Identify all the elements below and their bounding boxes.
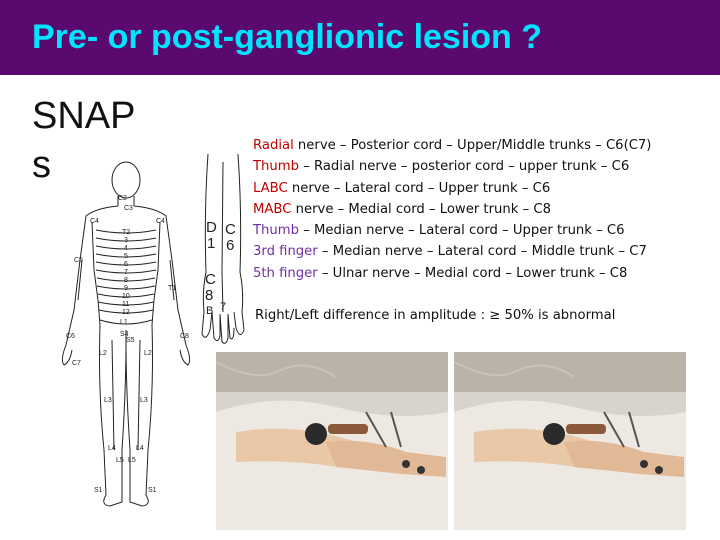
label-c2: C2 <box>118 195 127 202</box>
subtitle-snaps: SNAPs <box>32 95 136 187</box>
label-l5-right: L5 <box>128 457 136 464</box>
pathway-line <box>253 220 713 241</box>
arm-label-b: B <box>206 305 214 317</box>
pathway-text: – Ulnar nerve – Medial cord – Lower trunk – C8 <box>317 265 628 281</box>
pathway-line <box>253 135 713 156</box>
arm-label-8: 8 <box>205 287 214 304</box>
label-c4-right: C4 <box>156 218 165 225</box>
label-l2-left: L2 <box>99 350 107 357</box>
arm-label-c: C <box>225 221 236 238</box>
label-t3: 3 <box>124 237 128 244</box>
pathway-line <box>253 156 713 177</box>
label-l1: L1 <box>120 319 128 326</box>
label-l2-right: L2 <box>144 350 152 357</box>
label-c7: C7 <box>72 360 81 367</box>
label-t12: 12 <box>122 309 130 316</box>
label-s1-left: S1 <box>94 487 103 494</box>
label-t6: 6 <box>124 261 128 268</box>
label-c6: C6 <box>66 333 75 340</box>
pathway-term: Thumb <box>253 159 299 175</box>
label-l5-left: L5 <box>116 457 124 464</box>
label-t7: 7 <box>124 269 128 276</box>
label-t8: 8 <box>124 277 128 284</box>
title-bar <box>0 0 720 75</box>
label-t5: 5 <box>124 253 128 260</box>
pathway-term: LABC <box>253 180 288 196</box>
snap-recording-photo-right <box>454 352 686 530</box>
label-c3: C3 <box>124 205 133 212</box>
pathway-line <box>253 263 713 284</box>
slide-title: Pre- or post-ganglionic lesion ? <box>32 18 543 56</box>
arm-label-1: 1 <box>207 235 216 252</box>
pathway-line <box>253 241 713 262</box>
pathway-text: – Median nerve – Lateral cord – Middle trunk – C7 <box>317 244 647 260</box>
label-c4-left: C4 <box>90 218 99 225</box>
label-l3-left: L3 <box>104 397 112 404</box>
label-t9: 9 <box>124 285 128 292</box>
nerve-pathway-list <box>253 135 713 284</box>
label-s5: S5 <box>126 337 135 344</box>
label-s1-right: S1 <box>148 487 157 494</box>
pathway-text: – Radial nerve – posterior cord – upper trunk – C6 <box>299 159 630 175</box>
pathway-text: nerve – Medial cord – Lower trunk – C8 <box>291 201 551 217</box>
label-s4: S4 <box>120 331 129 338</box>
label-l4-right: L4 <box>136 445 144 452</box>
amplitude-difference-note: Right/Left difference in amplitude : ≥ 50% is abnormal <box>255 308 616 323</box>
pathway-term: MABC <box>253 201 292 217</box>
pathway-text: nerve – Lateral cord – Upper trunk – C6 <box>287 180 551 196</box>
pathway-term: Thumb <box>253 223 299 239</box>
pathway-term: Radial <box>253 138 294 153</box>
arm-label-7: 7 <box>220 301 227 313</box>
pathway-term: 3rd finger <box>253 244 318 260</box>
label-t11: 11 <box>122 301 130 308</box>
pathway-term: 5th finger <box>253 265 318 281</box>
label-t2: T2 <box>122 229 131 236</box>
label-c5: C5 <box>74 257 83 264</box>
arm-label-d: D <box>206 219 217 236</box>
label-t1: T1 <box>168 285 177 292</box>
arm-label-c-lower: C <box>205 271 216 288</box>
label-l3-right: L3 <box>140 397 148 404</box>
pathway-text: – Median nerve – Lateral cord – Upper trunk – C6 <box>299 223 625 239</box>
arm-label-6: 6 <box>226 237 235 254</box>
snap-recording-photo-left <box>216 352 448 530</box>
label-c8: C8 <box>180 333 189 340</box>
label-l4-left: L4 <box>108 445 116 452</box>
dermatome-figure <box>52 150 200 530</box>
pathway-text: nerve – Posterior cord – Upper/Middle trunks – C6(C7) <box>293 138 652 153</box>
pathway-line <box>253 199 713 220</box>
label-t4: 4 <box>124 245 128 252</box>
arm-dermatome-figure <box>198 152 246 347</box>
pathway-line <box>253 178 713 199</box>
label-t10: 10 <box>122 293 130 300</box>
